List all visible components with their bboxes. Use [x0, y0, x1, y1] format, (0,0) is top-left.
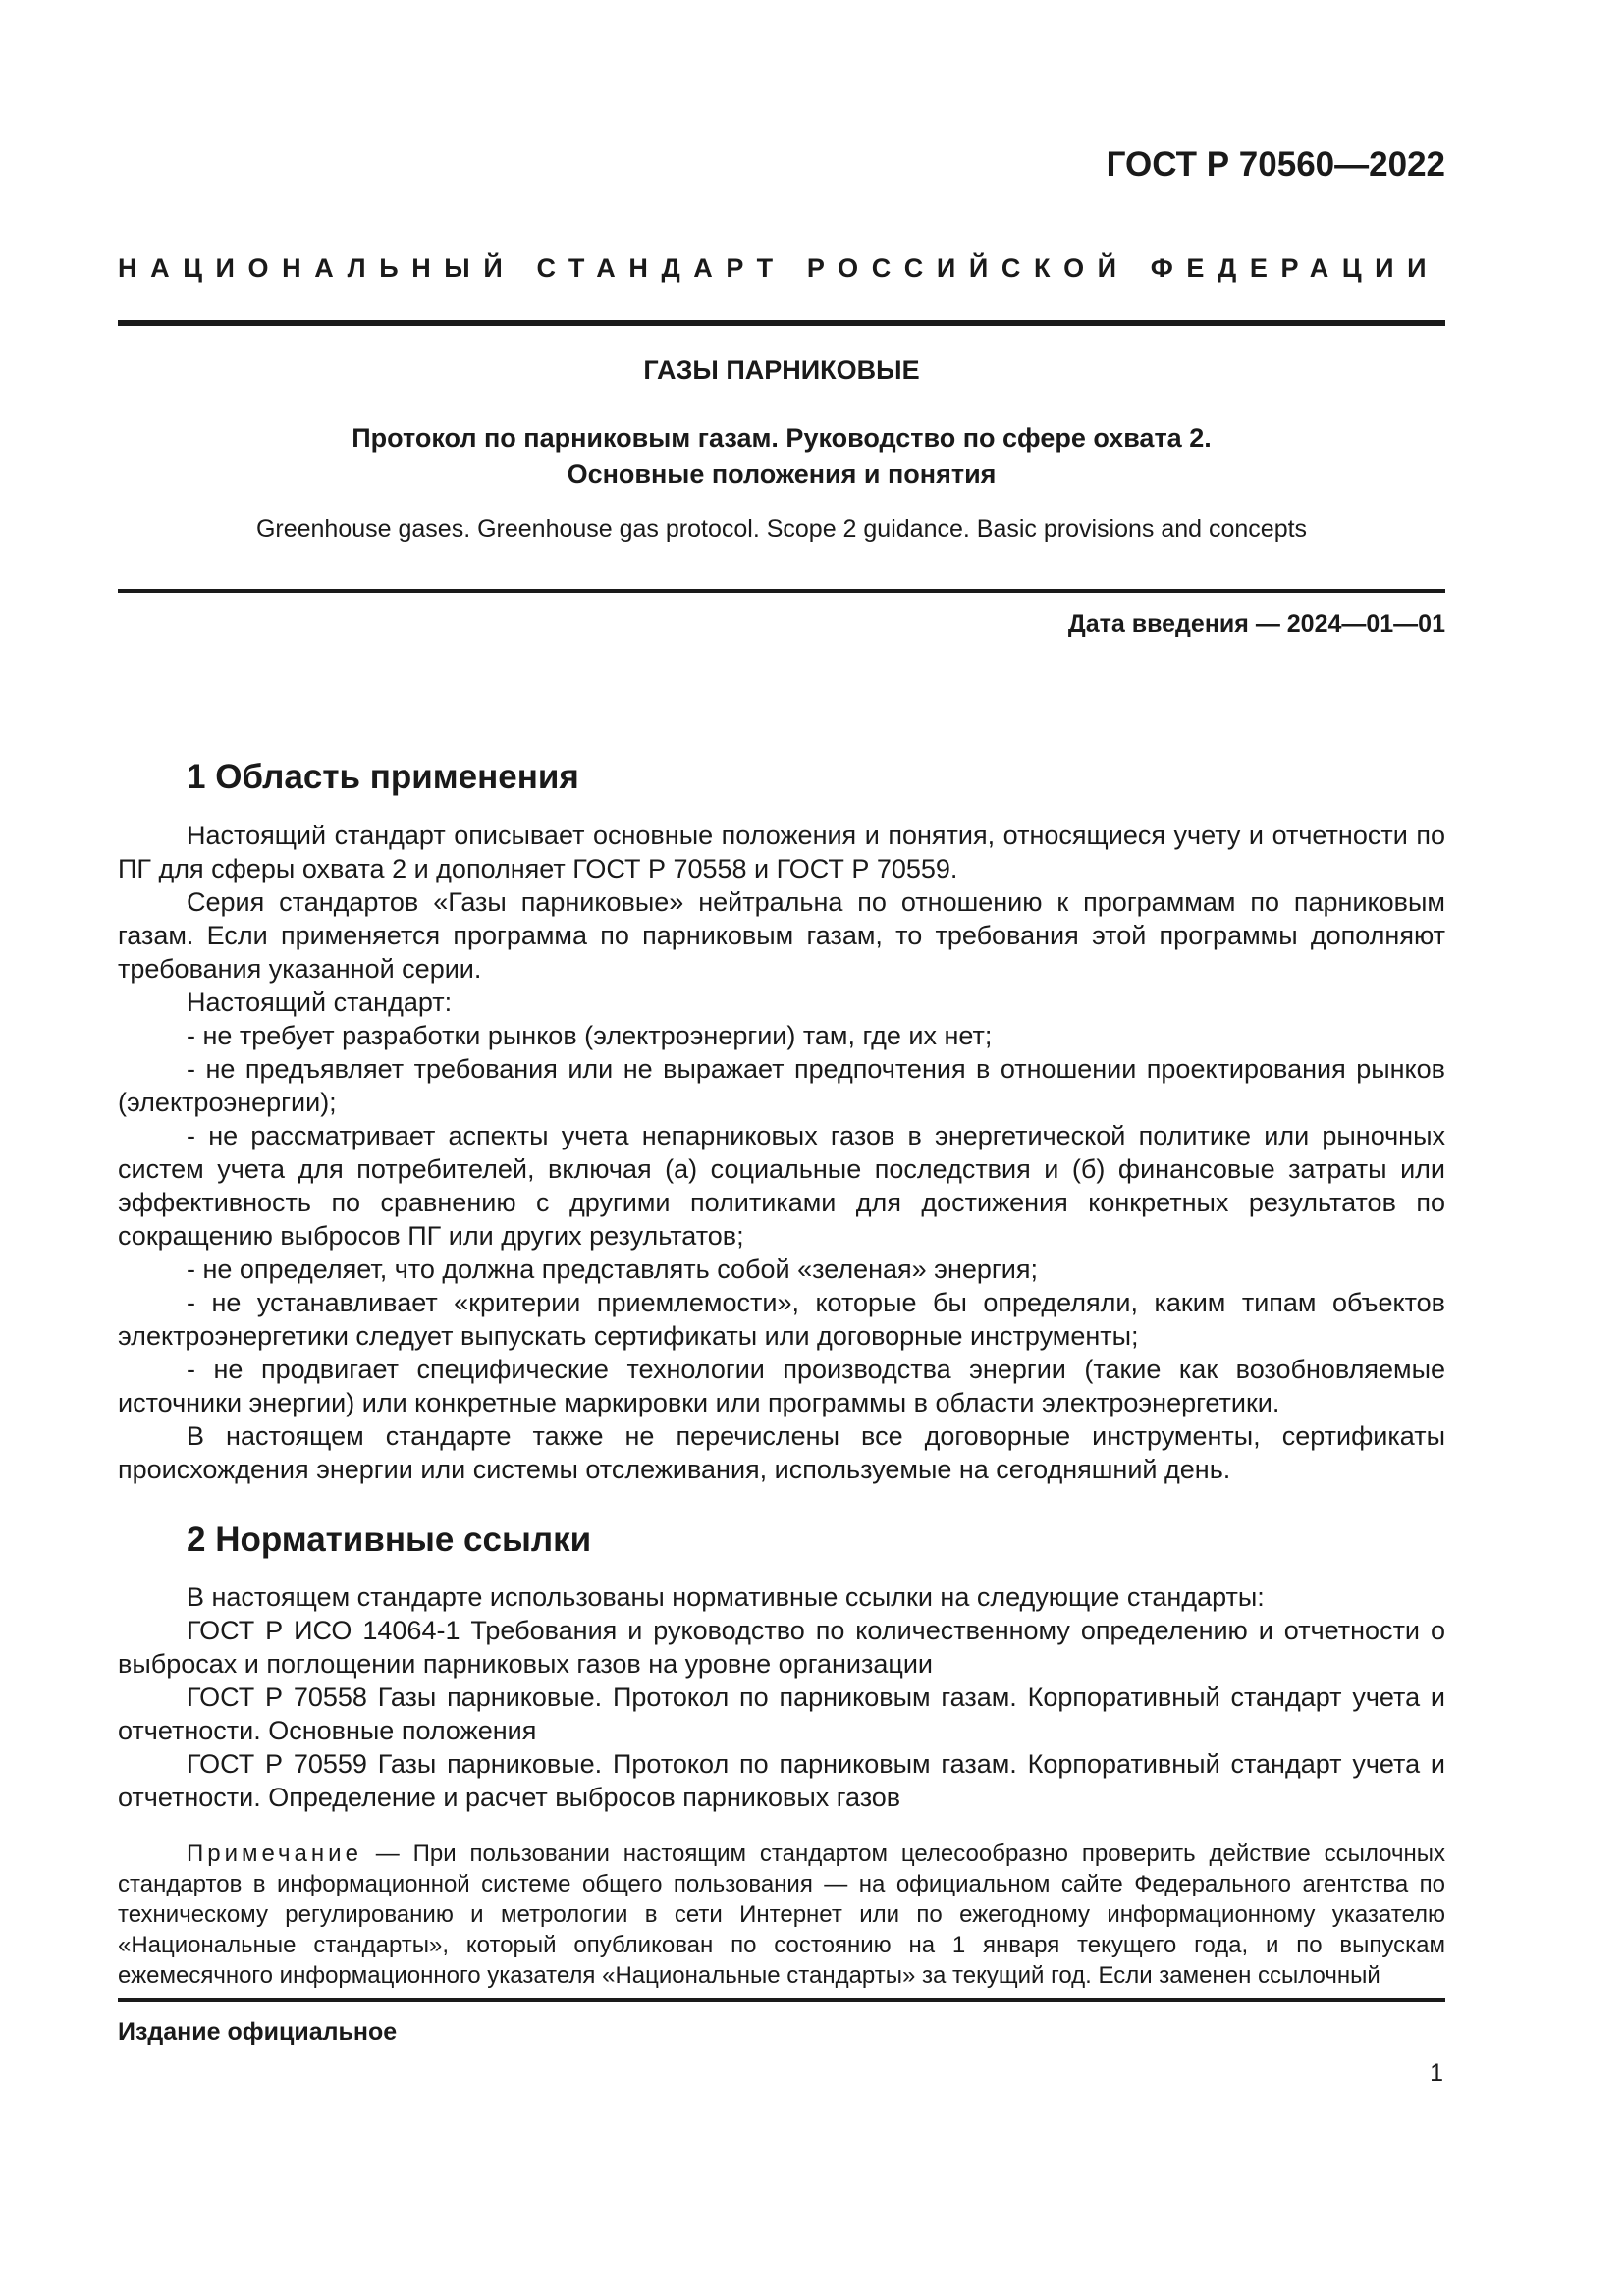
note-label: Примечание — [187, 1841, 362, 1867]
document-subtitle — [118, 420, 1445, 493]
list-item: - не продвигает специфические технологии производства энергии (такие как возобновляемые источники энергии) или конкретные маркировки или программы в области электроэнергетики. — [118, 1355, 1445, 1417]
paragraph: Настоящий стандарт: — [187, 988, 453, 1017]
note — [118, 1839, 1445, 1991]
paragraph: В настоящем стандарте использованы нормативные ссылки на следующие стандарты: — [187, 1582, 1265, 1612]
list-item: - не устанавливает «критерии приемлемости», которые бы определяли, каким типам объектов электроэнергетики следует выпускать сертификаты или договорные инструменты; — [118, 1288, 1445, 1351]
introduction-date: Дата введения — 2024—01—01 — [1067, 611, 1445, 638]
title-bottom-rule — [118, 589, 1445, 593]
list-item: - не рассматривает аспекты учета непарниковых газов в энергетической политике или рыночных систем учета для потребителей, включая (а) социальные последствия и (б) финансовые затраты или эффективность по сравнению с другими политиками для достижения конкретных результатов по сокращению выбросов ПГ или других результатов; — [118, 1121, 1445, 1251]
list-item: - не требует разработки рынков (электроэнергии) там, где их нет; — [187, 1021, 993, 1050]
document-title: ГАЗЫ ПАРНИКОВЫЕ — [643, 355, 920, 385]
reference-item: ГОСТ Р ИСО 14064-1 Требования и руководство по количественному определению и отчетности о выбросах и поглощении парниковых газов на уровне организации — [118, 1616, 1445, 1679]
paragraph: В настоящем стандарте также не перечислены все договорные инструменты, сертификаты происхождения энергии или системы отслеживания, используемые на сегодняшний день. — [118, 1421, 1445, 1484]
paragraph: Настоящий стандарт описывает основные положения и понятия, относящиеся учету и отчетности по ПГ для сферы охвата 2 и дополняет ГОСТ Р 70558 и ГОСТ Р 70559. — [118, 821, 1445, 883]
page-number: 1 — [1430, 2059, 1443, 2087]
paragraph: Серия стандартов «Газы парниковые» нейтральна по отношению к программам по парниковым газам. Если применяется программа по парниковым газам, то требования этой программы дополняют требования указанной серии. — [118, 887, 1445, 984]
section-2-heading: 2 Нормативные ссылки — [187, 1521, 592, 1559]
list-item: - не предъявляет требования или не выражает предпочтения в отношении проектирования рынков (электроэнергии); — [118, 1054, 1445, 1117]
gost-code: ГОСТ Р 70560—2022 — [1106, 145, 1445, 184]
footer-rule — [118, 1998, 1445, 2002]
section-1-heading: 1 Область применения — [187, 758, 579, 796]
english-title: Greenhouse gases. Greenhouse gas protocol. Scope 2 guidance. Basic provisions and concepts — [255, 515, 1308, 543]
list-item: - не определяет, что должна представлять собой «зеленая» энергия; — [187, 1255, 1038, 1284]
subtitle-line-1: Протокол по парниковым газам. Руководство по сфере охвата 2. — [352, 423, 1212, 453]
reference-item: ГОСТ Р 70559 Газы парниковые. Протокол по парниковым газам. Корпоративный стандарт учета и отчетности. Определение и расчет выбросов парниковых газов — [118, 1749, 1445, 1812]
section-1-body — [118, 819, 1445, 1486]
top-rule — [118, 320, 1445, 326]
note-text: — При пользовании настоящим стандартом целесообразно проверить действие ссылочных стандартов в информационной системе общего пользования — на официальном сайте Федерального агентства по техническому регулированию и метрологии в сети Интернет или по ежегодному информационному указателю «Национальные стандарты», который опубликован по состоянию на 1 января текущего года, и по выпускам ежемесячного информационного указателя «Национальные стандарты» за текущий год. Если заменен ссылочный — [118, 1841, 1445, 1989]
note-block — [118, 1839, 1445, 1991]
national-standard-title: НАЦИОНАЛЬНЫЙ СТАНДАРТ РОССИЙСКОЙ ФЕДЕРАЦИИ — [118, 253, 1440, 283]
subtitle-line-2: Основные положения и понятия — [567, 459, 997, 489]
section-2-body — [118, 1580, 1445, 1814]
edition-label: Издание официальное — [118, 2018, 398, 2046]
reference-item: ГОСТ Р 70558 Газы парниковые. Протокол по парниковым газам. Корпоративный стандарт учета и отчетности. Основные положения — [118, 1682, 1445, 1745]
